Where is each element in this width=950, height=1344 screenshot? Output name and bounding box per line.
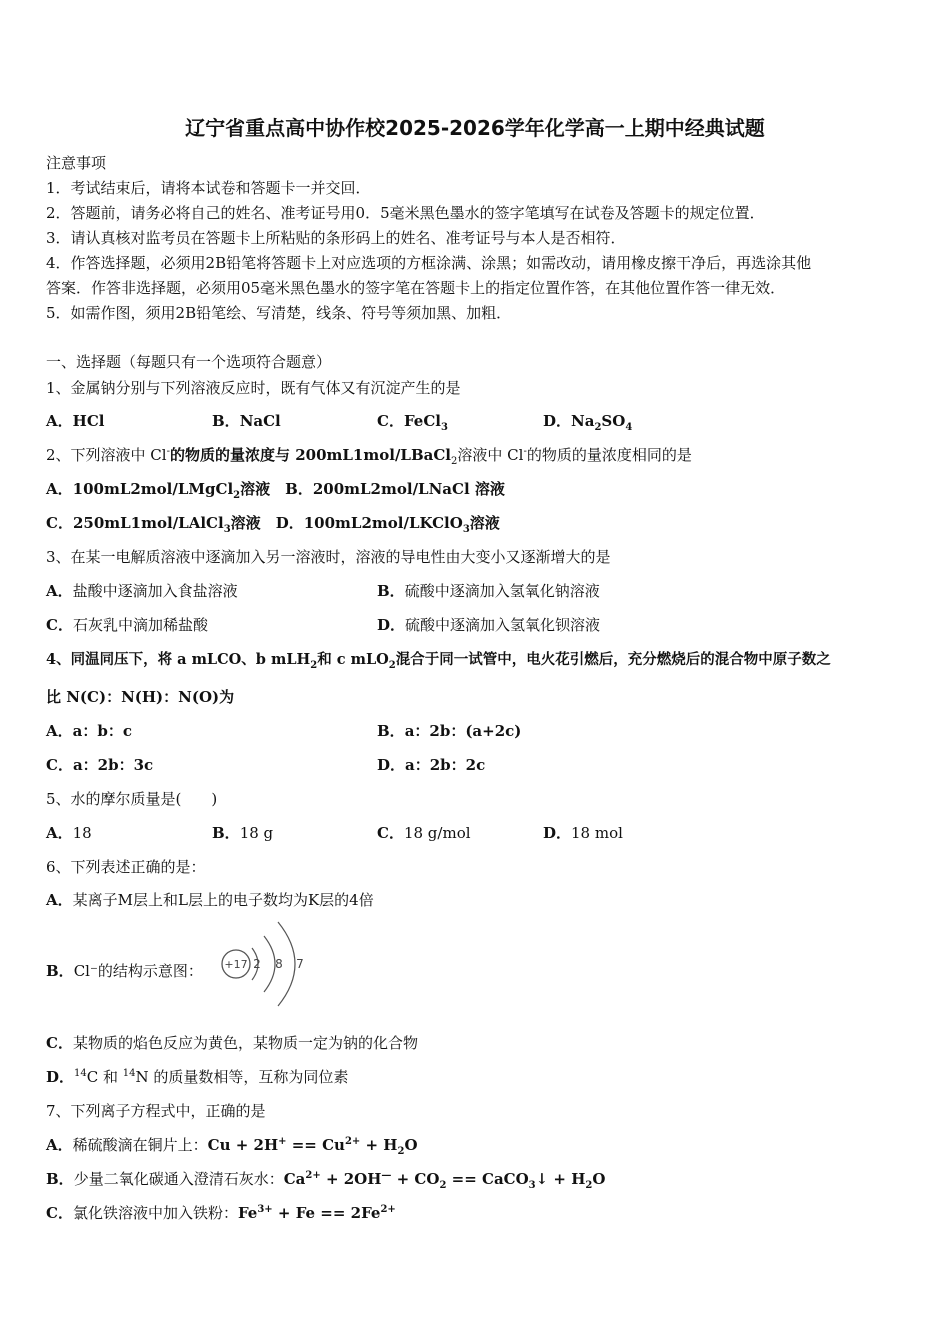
q2-options-ab: A．100mL2mol/LMgCl$_2$溶液 B．200mL2mol/LNaCl 溶液 [46, 480, 505, 501]
shell-3-count: 7 [296, 957, 304, 971]
q5-option-a: A．18 [46, 824, 92, 842]
q7-option-a: A．稀硫酸滴在铜片上：$Cu + 2H^+ == Cu^{2+} + H_2O$ [46, 1136, 418, 1157]
q6-option-c: C．某物质的焰色反应为黄色，某物质一定为钠的化合物 [46, 1034, 418, 1052]
q4-option-a: A．a：b：c [46, 722, 132, 740]
question-7-stem: 7、下列离子方程式中，正确的是 [46, 1102, 266, 1120]
notice-heading: 注意事项 [46, 154, 107, 172]
shell-2-count: 8 [275, 957, 283, 971]
q4-option-b: B．a：2b：(a+2c) [377, 722, 522, 740]
q3-option-b: B．硫酸中逐滴加入氢氧化钠溶液 [377, 582, 600, 600]
q1-option-a: A．HCl [46, 412, 105, 430]
q7-option-c: C．氯化铁溶液中加入铁粉：$Fe^{3+} + Fe == 2Fe^{2+}$ [46, 1204, 396, 1222]
chlorine-ion-structure-diagram [216, 918, 312, 1010]
page-title: 辽宁省重点高中协作校2025-2026学年化学高一上期中经典试题 [185, 116, 765, 140]
question-6-stem: 6、下列表述正确的是： [46, 858, 206, 876]
q3-option-a: A．盐酸中逐滴加入食盐溶液 [46, 582, 238, 600]
nucleus-charge: +17 [224, 958, 248, 971]
q1-option-b: B．NaCl [212, 412, 281, 430]
q6-option-a: A．某离子M层上和L层上的电子数均为K层的4倍 [46, 891, 374, 909]
notice-item: 2．答题前，请务必将自己的姓名、准考证号用0．5毫米黑色墨水的签字笔填写在试卷及答题卡的规定位置． [46, 204, 765, 222]
question-3-stem: 3、在某一电解质溶液中逐滴加入另一溶液时，溶液的导电性由大变小又逐渐增大的是 [46, 548, 611, 566]
question-4-stem-cont: 比 N(C)：N(H)：N(O)为 [46, 688, 235, 706]
q5-option-b: B．18 g [212, 824, 274, 842]
shell-1-count: 2 [253, 957, 261, 971]
q3-option-d: D．硫酸中逐滴加入氢氧化钡溶液 [377, 616, 601, 634]
question-4-stem: 4、同温同压下，将 a mLCO、b mLH$_2$和 c mLO$_2$混合于同一试管中，电火花引燃后，充分燃烧后的混合物中原子数之 [46, 651, 831, 671]
q6-option-b: B．Cl⁻的结构示意图： [46, 962, 203, 980]
section-heading: 一、选择题（每题只有一个选项符合题意） [46, 353, 332, 371]
electron-shell-2 [264, 936, 275, 992]
q3-option-c: C．石灰乳中滴加稀盐酸 [46, 616, 208, 634]
q6-option-d: D．$^{14}$C 和 $^{14}$N 的质量数相等，互称为同位素 [46, 1068, 349, 1086]
q7-option-b: B．少量二氧化碳通入澄清石灰水：$Ca^{2+} + 2OH^— + CO_2$ == CaCO$_3$↓ + $H_2O$ [46, 1170, 606, 1191]
question-5-stem: 5、水的摩尔质量是( ) [46, 790, 218, 808]
q4-option-c: C．a：2b：3c [46, 756, 154, 774]
q5-option-c: C．18 g/mol [377, 824, 471, 842]
notice-item: 4．作答选择题，必须用2B铅笔将答题卡上对应选项的方框涂满、涂黑；如需改动，请用橡皮擦干净后，再选涂其他 [46, 254, 812, 272]
notice-item: 3．请认真核对监考员在答题卡上所粘贴的条形码上的姓名、准考证号与本人是否相符． [46, 229, 626, 247]
q5-option-d: D．18 mol [543, 824, 623, 842]
notice-item: 5．如需作图，须用2B铅笔绘、写清楚，线条、符号等须加黑、加粗． [46, 304, 512, 322]
question-2-stem: 2、下列溶液中 Cl-的物质的量浓度与 200mL1mol/LBaCl$_2$溶液中 Cl-的物质的量浓度相同的是 [46, 446, 692, 467]
notice-item: 1．考试结束后，请将本试卷和答题卡一并交回． [46, 179, 371, 197]
q1-option-c: C．FeCl$_3$ [377, 412, 448, 433]
notice-item: 答案．作答非选择题，必须用05毫米黑色墨水的签字笔在答题卡上的指定位置作答，在其他位置作答一律无效． [46, 279, 786, 297]
q4-option-d: D．a：2b：2c [377, 756, 486, 774]
q1-option-d: D．$Na_2SO_4$ [543, 412, 633, 433]
question-1-stem: 1、金属钠分别与下列溶液反应时，既有气体又有沉淀产生的是 [46, 379, 461, 397]
q2-options-cd: C．250mL1mol/LAlCl$_3$溶液 D．100mL2mol/LKClO$_3$溶液 [46, 514, 500, 535]
